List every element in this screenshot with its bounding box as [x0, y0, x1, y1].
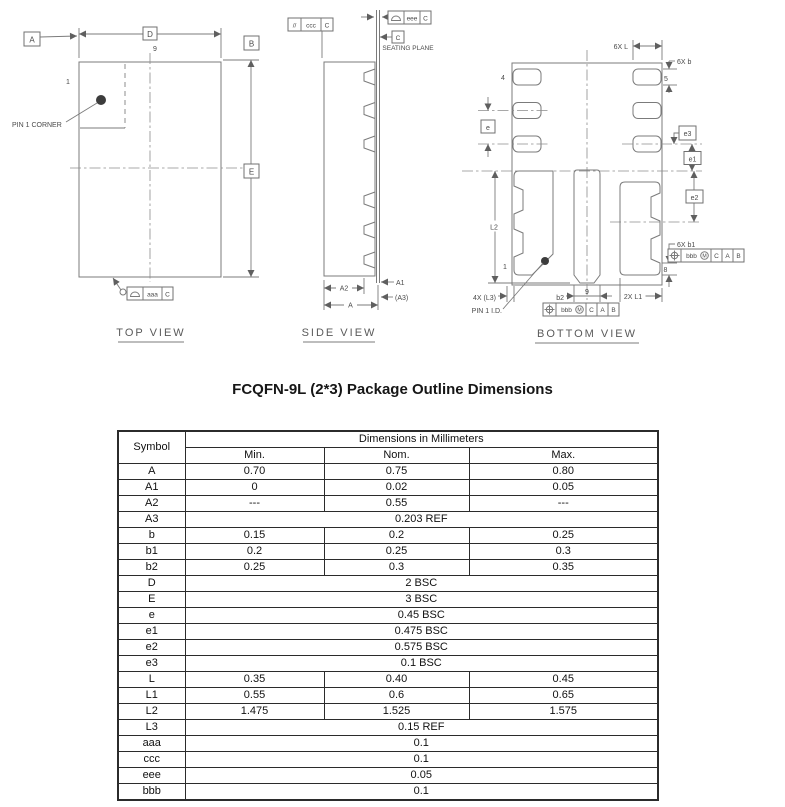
table-row [118, 544, 658, 560]
datum-label-a: A [29, 35, 35, 45]
min-cell: 0 [185, 480, 324, 496]
fcf-aaa-tolerance: aaa [147, 291, 158, 299]
min-cell: 0.2 [185, 544, 324, 560]
pad-pin8 [620, 182, 660, 275]
dim-label-a: A [348, 302, 353, 310]
dim-label-a2: A2 [339, 285, 349, 293]
fcf-bbb-tolerance: bbb [561, 307, 572, 314]
svg-text:C: C [589, 307, 594, 314]
symbol-cell: A1 [118, 480, 185, 496]
dim-label-b2: b2 [556, 295, 564, 302]
parallelism-icon: // [292, 22, 297, 30]
value-cell-span: 0.475 BSC [185, 624, 658, 640]
dim-label-e3: e3 [683, 131, 692, 138]
min-cell: 0.25 [185, 560, 324, 576]
nom-cell: 0.6 [324, 688, 469, 704]
dims-table-body [118, 464, 658, 801]
dim-label-l2: L2 [490, 224, 498, 232]
package-side-outline [324, 62, 375, 276]
table-row [118, 512, 658, 528]
symbol-cell: aaa [118, 736, 185, 752]
nom-cell: 0.55 [324, 496, 469, 512]
pin1-marker-dot [96, 95, 106, 105]
symbol-cell: ccc [118, 752, 185, 768]
table-row [118, 752, 658, 768]
pin-number-8: 8 [663, 267, 668, 274]
max-cell: 0.05 [469, 480, 658, 496]
nom-cell: 0.40 [324, 672, 469, 688]
symbol-cell: eee [118, 768, 185, 784]
svg-text:B: B [611, 307, 616, 314]
table-row [118, 736, 658, 752]
dim-label-e1: e1 [688, 156, 697, 164]
symbol-cell: A2 [118, 496, 185, 512]
svg-text:B: B [736, 253, 741, 260]
svg-text:M: M [577, 307, 582, 314]
dim-label-d: D [147, 30, 153, 39]
max-cell: --- [469, 496, 658, 512]
table-row [118, 624, 658, 640]
side-lead [364, 252, 375, 268]
dim-label-a3: (A3) [395, 295, 409, 302]
bottom-view-caption: BOTTOM VIEW [536, 328, 638, 340]
table-row [118, 464, 658, 480]
fcf-bbb-tolerance: bbb [686, 253, 697, 260]
max-cell: 0.25 [469, 528, 658, 544]
pin1-corner-label: PIN 1 CORNER [12, 122, 62, 129]
min-cell: 0.15 [185, 528, 324, 544]
side-lead [364, 136, 375, 152]
fcf-ccc-tolerance: ccc [306, 22, 316, 30]
outline-drawing [0, 0, 785, 362]
table-row [118, 656, 658, 672]
nom-cell: 0.3 [324, 560, 469, 576]
top-view [12, 27, 259, 342]
svg-text:C: C [714, 253, 719, 260]
table-row [118, 688, 658, 704]
dimensions-group-header: Dimensions in Millimeters [185, 431, 658, 448]
symbol-cell: A [118, 464, 185, 480]
dim-label-e2: e2 [690, 195, 699, 202]
min-cell: 0.35 [185, 672, 324, 688]
table-row [118, 768, 658, 784]
symbol-header: Symbol [118, 431, 185, 464]
side-view-caption: SIDE VIEW [301, 327, 377, 339]
bottom-view [462, 40, 744, 343]
pad [633, 69, 661, 85]
table-row [118, 480, 658, 496]
datum-label-b: B [248, 39, 255, 49]
value-cell-span: 0.1 [185, 784, 658, 801]
symbol-cell: e3 [118, 656, 185, 672]
value-cell-span: 2 BSC [185, 576, 658, 592]
value-cell-span: 0.05 [185, 768, 658, 784]
top-view-caption: TOP VIEW [116, 327, 186, 339]
symbol-cell: L2 [118, 704, 185, 720]
value-cell-span: 0.1 BSC [185, 656, 658, 672]
min-cell: 1.475 [185, 704, 324, 720]
svg-text:M: M [702, 253, 707, 260]
symbol-cell: L [118, 672, 185, 688]
table-row [118, 784, 658, 801]
value-cell-span: 0.1 [185, 752, 658, 768]
fcf-aaa-datum: C [165, 291, 170, 299]
dimensions-table [117, 430, 659, 801]
leader-balloon [120, 289, 126, 295]
symbol-cell: L3 [118, 720, 185, 736]
pin-number-1: 1 [503, 264, 507, 271]
svg-text:A: A [600, 307, 605, 314]
side-lead [364, 192, 375, 208]
dim-label-6x-b1: 6X b1 [677, 242, 696, 249]
pin-number-1: 1 [66, 79, 70, 86]
pin-number-5: 5 [664, 76, 668, 83]
max-cell: 0.35 [469, 560, 658, 576]
max-cell: 0.45 [469, 672, 658, 688]
min-cell: 0.55 [185, 688, 324, 704]
value-cell-span: 0.1 [185, 736, 658, 752]
symbol-cell: e [118, 608, 185, 624]
max-cell: 0.3 [469, 544, 658, 560]
pin-number-9: 9 [585, 289, 589, 296]
symbol-cell: D [118, 576, 185, 592]
table-row [118, 704, 658, 720]
table-row [118, 592, 658, 608]
max-cell: 0.65 [469, 688, 658, 704]
dim-label-e: E [248, 167, 255, 177]
max-cell: 1.575 [469, 704, 658, 720]
dim-label-a1: A1 [396, 280, 405, 287]
nom-cell: 0.75 [324, 464, 469, 480]
pin-number-9: 9 [153, 46, 157, 53]
side-lead [364, 69, 375, 85]
symbol-cell: b [118, 528, 185, 544]
fcf-eee-datum: C [423, 15, 428, 23]
datum-label-c: C [395, 35, 401, 42]
nom-header: Nom. [324, 448, 469, 464]
symbol-cell: A3 [118, 512, 185, 528]
value-cell-span: 0.575 BSC [185, 640, 658, 656]
fcf-eee-tolerance: eee [406, 15, 418, 23]
seating-plane-label: SEATING PLANE [382, 45, 434, 52]
table-row [118, 720, 658, 736]
table-row [118, 496, 658, 512]
dim-label-2x-l1: 2X L1 [623, 294, 643, 301]
nom-cell: 0.25 [324, 544, 469, 560]
value-cell-span: 0.15 REF [185, 720, 658, 736]
symbol-cell: b1 [118, 544, 185, 560]
min-cell: --- [185, 496, 324, 512]
nom-cell: 1.525 [324, 704, 469, 720]
side-lead [364, 222, 375, 238]
value-cell-span: 0.45 BSC [185, 608, 658, 624]
svg-text:A: A [725, 253, 730, 260]
value-cell-span: 0.203 REF [185, 512, 658, 528]
symbol-cell: L1 [118, 688, 185, 704]
table-row [118, 608, 658, 624]
pad [633, 103, 661, 119]
dim-label-4x-l3: 4X (L3) [473, 295, 496, 302]
max-cell: 0.80 [469, 464, 658, 480]
nom-cell: 0.02 [324, 480, 469, 496]
fcf-ccc-datum: C [324, 22, 330, 30]
table-row [118, 672, 658, 688]
min-cell: 0.70 [185, 464, 324, 480]
table-row [118, 560, 658, 576]
min-header: Min. [185, 448, 324, 464]
dim-label-pitch-e: e [486, 125, 490, 132]
pin1-id-label: PIN 1 I.D. [471, 308, 502, 315]
fcf-bbb-frame-right [668, 249, 744, 262]
symbol-cell: E [118, 592, 185, 608]
pad [513, 69, 541, 85]
table-row [118, 528, 658, 544]
symbol-cell: b2 [118, 560, 185, 576]
max-header: Max. [469, 448, 658, 464]
table-row [118, 640, 658, 656]
symbol-cell: e1 [118, 624, 185, 640]
fcf-bbb-frame-bottom [543, 303, 619, 316]
side-view [288, 10, 434, 342]
value-cell-span: 3 BSC [185, 592, 658, 608]
table-row [118, 576, 658, 592]
dim-label-6x-b: 6X b [677, 59, 692, 66]
page-title: FCQFN-9L (2*3) Package Outline Dimensions [232, 381, 553, 398]
side-lead [364, 103, 375, 119]
nom-cell: 0.2 [324, 528, 469, 544]
symbol-cell: bbb [118, 784, 185, 801]
dim-label-6x-l: 6X L [613, 44, 628, 51]
symbol-cell: e2 [118, 640, 185, 656]
pin-number-4: 4 [501, 75, 505, 82]
